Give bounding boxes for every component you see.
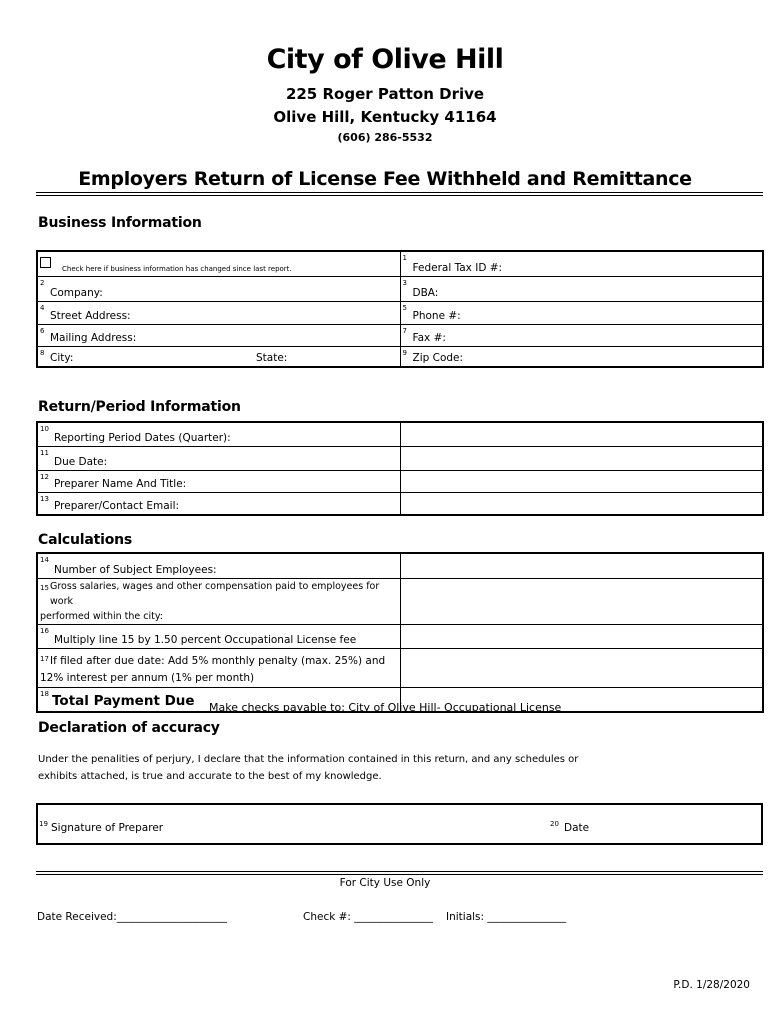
gross-salaries-input[interactable] xyxy=(400,578,763,624)
preparer-email-label-cell xyxy=(37,492,400,515)
field-number: 6 xyxy=(40,326,45,335)
check-number-field[interactable]: Check #: _______________ xyxy=(303,911,434,923)
business-info-table xyxy=(36,250,764,368)
reporting-period-label: Reporting Period Dates (Quarter): xyxy=(54,431,231,444)
gross-salaries-label-cell xyxy=(37,578,400,624)
fax-label: Fax #: xyxy=(412,331,446,344)
city-use-heading: For City Use Only xyxy=(339,877,431,889)
form-title: Employers Return of License Fee Withheld and Remittance xyxy=(78,168,692,190)
field-number: 7 xyxy=(402,326,407,335)
license-fee-label-cell xyxy=(37,624,400,648)
field-number: 17 xyxy=(40,654,49,663)
field-number: 20 xyxy=(550,820,559,828)
phone-label: Phone #: xyxy=(412,309,461,322)
field-number: 4 xyxy=(40,303,45,312)
company-label: Company: xyxy=(50,286,103,299)
address-line-1: 225 Roger Patton Drive xyxy=(285,85,485,103)
calculations-table xyxy=(36,552,764,713)
reporting-period-input[interactable] xyxy=(400,422,763,446)
return-period-table xyxy=(36,421,764,516)
city-use-divider xyxy=(36,871,763,875)
declaration-heading: Declaration of accuracy xyxy=(38,720,220,736)
street-address-field[interactable] xyxy=(37,301,400,324)
title-divider xyxy=(36,192,763,196)
date-label: Date xyxy=(564,822,590,834)
city-phone: (606) 286-5532 xyxy=(337,131,433,144)
license-fee-label: Multiply line 15 by 1.50 percent Occupational License fee xyxy=(54,633,357,646)
gross-salaries-label: Gross salaries, wages and other compensation paid to employees for work xyxy=(50,580,380,607)
return-period-heading: Return/Period Information xyxy=(38,399,241,415)
license-fee-input[interactable] xyxy=(400,624,763,648)
penalty-input[interactable] xyxy=(400,648,763,687)
preparer-email-label: Preparer/Contact Email: xyxy=(54,500,180,512)
field-number: 15 xyxy=(40,583,49,592)
field-number: 5 xyxy=(402,303,407,312)
preparer-name-label-cell xyxy=(37,470,400,492)
due-date-label-cell xyxy=(37,446,400,470)
fax-field[interactable] xyxy=(400,324,763,346)
field-number: 18 xyxy=(40,689,49,698)
revision-date: P.D. 1/28/2020 xyxy=(673,979,750,991)
preparer-name-label: Preparer Name And Title: xyxy=(54,477,187,490)
mailing-address-field[interactable] xyxy=(37,324,400,346)
field-number: 11 xyxy=(40,448,49,457)
dba-field[interactable] xyxy=(400,276,763,301)
business-info-heading: Business Information xyxy=(38,215,202,231)
field-number: 9 xyxy=(402,348,407,357)
field-number: 1 xyxy=(402,254,407,262)
address-line-2: Olive Hill, Kentucky 41164 xyxy=(273,108,497,126)
preparer-name-input[interactable] xyxy=(400,470,763,492)
payable-note: Make checks payable to: City of Olive Hill- Occupational License xyxy=(209,701,562,714)
field-number: 10 xyxy=(40,425,49,433)
city-title: City of Olive Hill xyxy=(266,44,504,75)
due-date-label: Due Date: xyxy=(54,455,108,468)
field-number: 13 xyxy=(40,494,49,503)
reporting-period-label-cell xyxy=(37,422,400,446)
field-number: 2 xyxy=(40,278,45,287)
federal-tax-id-field[interactable] xyxy=(400,251,763,276)
calculations-heading: Calculations xyxy=(38,532,133,548)
phone-field[interactable] xyxy=(400,301,763,324)
state-label: State: xyxy=(256,352,288,364)
subject-employees-input[interactable] xyxy=(400,553,763,578)
field-number: 12 xyxy=(40,472,49,481)
business-changed-label: Check here if business information has changed since last report. xyxy=(62,264,292,273)
signature-box[interactable] xyxy=(36,803,763,845)
city-state-field[interactable] xyxy=(37,346,400,367)
business-changed-cell xyxy=(37,251,400,276)
declaration-line-2: exhibits attached, is true and accurate to the best of my knowledge. xyxy=(38,771,382,782)
preparer-email-input[interactable] xyxy=(400,492,763,515)
dba-label: DBA: xyxy=(412,286,439,299)
company-field[interactable] xyxy=(37,276,400,301)
zip-code-label: Zip Code: xyxy=(412,352,464,364)
city-label: City: xyxy=(50,352,74,364)
date-received-field[interactable]: Date Received:_____________________ xyxy=(37,911,227,923)
due-date-input[interactable] xyxy=(400,446,763,470)
penalty-label-cell xyxy=(37,648,400,687)
gross-salaries-label-cont: performed within the city: xyxy=(40,610,163,622)
field-number: 3 xyxy=(402,278,407,287)
mailing-address-label: Mailing Address: xyxy=(50,331,137,344)
penalty-label-cont: 12% interest per annum (1% per month) xyxy=(40,671,255,684)
subject-employees-label-cell xyxy=(37,553,400,578)
subject-employees-label: Number of Subject Employees: xyxy=(54,563,217,576)
field-number: 14 xyxy=(40,556,49,564)
field-number: 19 xyxy=(39,820,48,828)
street-address-label: Street Address: xyxy=(50,309,131,322)
penalty-label: If filed after due date: Add 5% monthly penalty (max. 25%) and xyxy=(50,654,386,667)
federal-tax-id-label: Federal Tax ID #: xyxy=(412,261,503,274)
declaration-line-1: Under the penalities of perjury, I declare that the information contained in this return, and any schedules or xyxy=(38,754,579,765)
total-payment-label: Total Payment Due xyxy=(52,693,195,709)
signature-label: Signature of Preparer xyxy=(51,822,164,834)
field-number: 16 xyxy=(40,626,49,635)
field-number: 8 xyxy=(40,348,45,357)
business-changed-checkbox[interactable] xyxy=(40,257,51,268)
zip-code-field[interactable] xyxy=(400,346,763,367)
initials-field[interactable]: Initials: _______________ xyxy=(446,911,567,923)
